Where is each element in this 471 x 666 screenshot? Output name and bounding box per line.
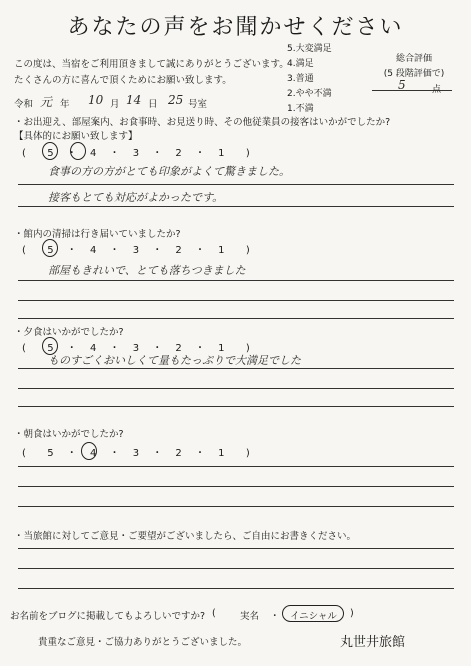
- comment-line: [18, 206, 454, 207]
- service-subheading: 【具体的にお願い致します】: [14, 131, 138, 142]
- room-number: 25: [168, 93, 184, 107]
- circle-mark: [42, 239, 58, 257]
- comment-line: [18, 486, 454, 487]
- page-title: あなたの声をお聞かせください: [67, 15, 404, 40]
- rating-dinner: ( 5 ・ 4 ・ 3 ・ 2 ・ 1 ): [22, 343, 255, 354]
- year-unit: 年: [60, 99, 70, 110]
- blog-question: お名前をブログに掲載してもよろしいですか?: [10, 611, 206, 622]
- comment-line: [18, 388, 454, 389]
- question-service: ・お出迎え、部屋案内、お食事時、お見送り時、その他従業員の接客はいかがでしたか?: [14, 117, 391, 128]
- scale-1: 1.不満: [287, 104, 314, 114]
- circle-mark: [70, 142, 86, 160]
- intro-line-2: たくさんの方に喜んで頂くためにお願い致します。: [14, 75, 232, 86]
- comment-line: [18, 184, 454, 185]
- option-initial: イニシャル: [290, 611, 337, 622]
- overall-label: 総合評価: [395, 54, 432, 64]
- month-unit: 月: [110, 99, 120, 110]
- open-paren: (: [212, 608, 216, 619]
- room-unit: 号室: [188, 99, 208, 110]
- scale-4: 4.満足: [287, 59, 314, 69]
- comment-line: [18, 588, 454, 589]
- thanks-message: 貴重なご意見・ご協力ありがとうございました。: [38, 637, 248, 648]
- comment-cleaning-1: 部屋もきれいで、とても落ちつきました: [48, 264, 246, 277]
- comment-line: [18, 406, 454, 407]
- comment-line: [18, 280, 454, 281]
- question-breakfast: ・朝食はいかがでしたか?: [14, 429, 124, 440]
- comment-line: [18, 506, 454, 507]
- inn-name: 丸世井旅館: [340, 635, 406, 650]
- rating-cleaning: ( 5 ・ 4 ・ 3 ・ 2 ・ 1 ): [22, 245, 255, 256]
- question-feedback: ・当旅館に対してご意見・ご要望がございましたら、ご自由にお書きください。: [14, 531, 357, 542]
- scale-5: 5.大変満足: [287, 44, 332, 54]
- circle-mark: [81, 442, 97, 460]
- rating-service: ( 5 ・ 4 ・ 3 ・ 2 ・ 1 ): [22, 148, 255, 159]
- date-room-line: [14, 93, 314, 112]
- comment-line: [18, 318, 454, 319]
- circle-mark: [42, 142, 58, 160]
- month-value: 10: [88, 93, 104, 107]
- comment-line: [18, 466, 454, 467]
- comment-line: [18, 568, 454, 569]
- overall-sublabel: (5 段階評価で): [383, 69, 445, 79]
- question-cleaning: ・館内の清掃は行き届いていましたか?: [14, 229, 181, 240]
- comment-line: [18, 368, 454, 369]
- rating-breakfast: ( 5 ・ 4 ・ 3 ・ 2 ・ 1 ): [22, 448, 255, 459]
- comment-service-2: 接客もとても対応がよかったです。: [48, 191, 224, 204]
- intro-line-1: この度は、当宿をご利用頂きまして誠にありがとうございます。: [14, 59, 289, 70]
- era-label: 令和: [14, 99, 34, 110]
- question-dinner: ・夕食はいかがでしたか?: [14, 327, 124, 338]
- scale-2: 2.やや不満: [287, 89, 332, 99]
- overall-score: 5: [398, 78, 406, 92]
- comment-service-1: 食事の方の方がとても印象がよくて驚きました。: [48, 165, 290, 178]
- year-value: 元: [40, 95, 53, 109]
- day-value: 14: [126, 93, 142, 107]
- overall-unit: 点: [432, 85, 442, 95]
- overall-rating: [364, 52, 464, 82]
- option-real-name: 実名: [240, 611, 260, 622]
- comment-line: [18, 300, 454, 301]
- day-unit: 日: [148, 99, 158, 110]
- comment-dinner-1: ものすごくおいしくて量もたっぷりで大満足でした: [48, 354, 301, 367]
- separator: ・: [270, 611, 280, 622]
- scale-3: 3.普通: [287, 74, 314, 84]
- close-paren: ): [350, 608, 354, 619]
- comment-line: [18, 548, 454, 549]
